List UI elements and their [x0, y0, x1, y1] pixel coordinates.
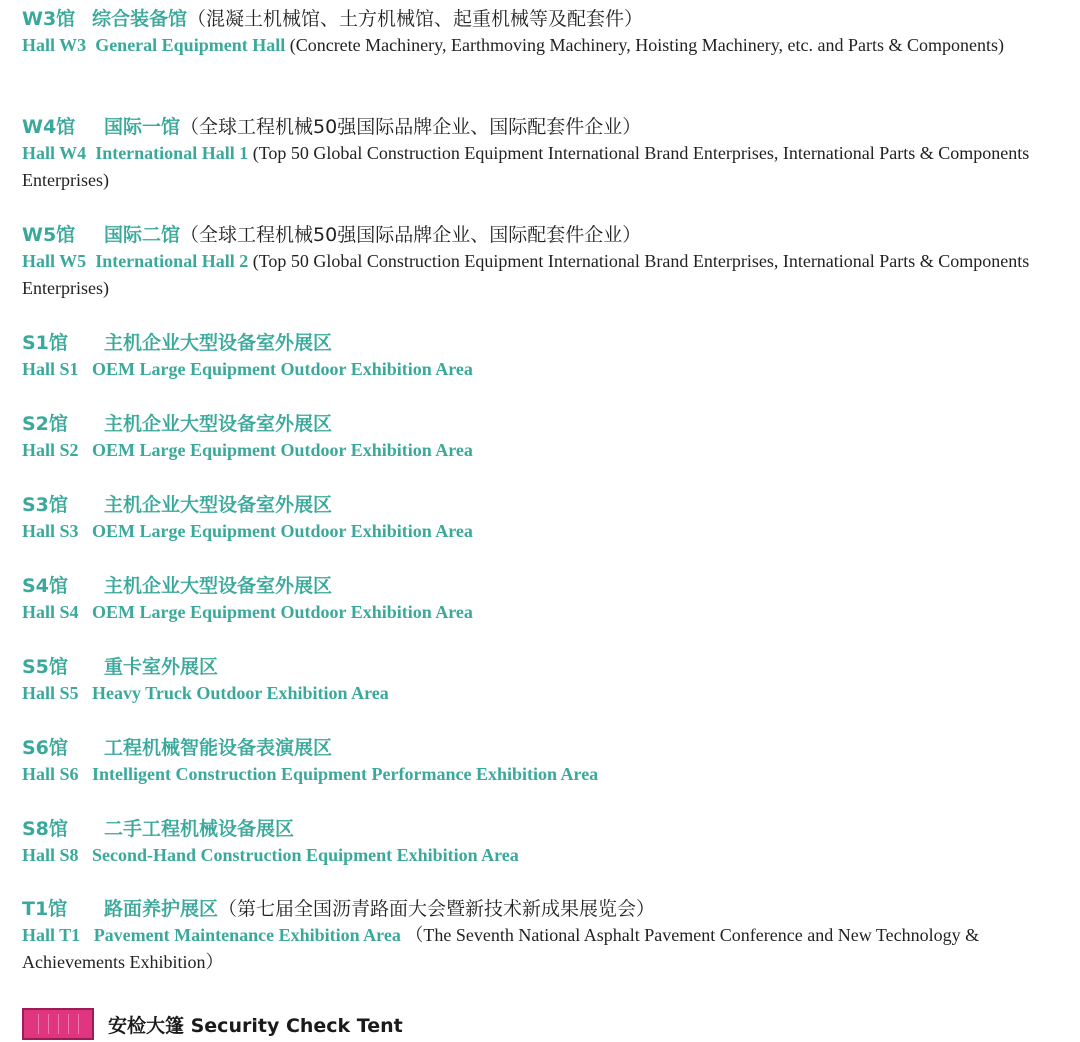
hall-zh-desc: （第七届全国沥青路面大会暨新技术新成果展览会）	[218, 898, 656, 920]
hall-zh-desc: （全球工程机械50强国际品牌企业、国际配套件企业）	[180, 224, 642, 246]
hall-zh-line	[22, 492, 1072, 518]
hall-entry-s3	[22, 492, 1072, 545]
hall-zh-name: 主机企业大型设备室外展区	[104, 413, 333, 435]
hall-zh-code: S3馆	[22, 494, 68, 516]
hall-en-desc: (Top 50 Global Construction Equipment International Brand Enterprises, International Parts & Components Enterprises)	[22, 251, 1030, 298]
hall-en-line	[22, 842, 1072, 869]
hall-en-code: Hall W5	[22, 251, 87, 271]
hall-en-name: Second-Hand Construction Equipment Exhibition Area	[92, 845, 519, 865]
hall-entry-s4	[22, 573, 1072, 626]
hall-en-code: Hall S5	[22, 683, 79, 703]
hall-zh-line	[22, 222, 1072, 248]
hall-zh-code: S4馆	[22, 575, 68, 597]
hall-en-line	[22, 32, 1072, 59]
hall-en-name: OEM Large Equipment Outdoor Exhibition Area	[92, 440, 473, 460]
hall-en-name: OEM Large Equipment Outdoor Exhibition Area	[92, 521, 473, 541]
hall-entry-w4	[22, 114, 1072, 194]
hall-en-line	[22, 599, 1072, 626]
hall-en-code: Hall S8	[22, 845, 79, 865]
hall-zh-name: 主机企业大型设备室外展区	[104, 575, 333, 597]
hall-en-name: Heavy Truck Outdoor Exhibition Area	[92, 683, 389, 703]
hall-en-line	[22, 518, 1072, 545]
hall-zh-name: 国际一馆	[104, 116, 181, 138]
hall-zh-name: 主机企业大型设备室外展区	[104, 332, 333, 354]
hall-zh-code: S1馆	[22, 332, 68, 354]
hall-zh-code: S8馆	[22, 818, 68, 840]
hall-en-desc: (Top 50 Global Construction Equipment International Brand Enterprises, International Parts & Components Enterprises)	[22, 143, 1030, 190]
hall-zh-line	[22, 735, 1072, 761]
hall-zh-line	[22, 330, 1072, 356]
hall-zh-line	[22, 573, 1072, 599]
hall-zh-code: S6馆	[22, 737, 68, 759]
hall-en-name: OEM Large Equipment Outdoor Exhibition Area	[92, 359, 473, 379]
hall-entry-s5	[22, 654, 1072, 707]
hall-en-name: Pavement Maintenance Exhibition Area	[93, 925, 401, 945]
hall-zh-line	[22, 896, 1072, 922]
hall-zh-line	[22, 654, 1072, 680]
hall-zh-name: 国际二馆	[104, 224, 181, 246]
hall-en-line	[22, 248, 1072, 302]
hall-zh-name: 重卡室外展区	[104, 656, 219, 678]
hall-entry-w5	[22, 222, 1072, 302]
hall-en-code: Hall S2	[22, 440, 79, 460]
hall-zh-code: W4馆	[22, 116, 76, 138]
hall-en-name: International Hall 1	[95, 143, 249, 163]
hall-zh-desc: （全球工程机械50强国际品牌企业、国际配套件企业）	[180, 116, 642, 138]
hall-entry-s6	[22, 735, 1072, 788]
hall-zh-name: 综合装备馆	[92, 8, 188, 30]
hall-zh-code: T1馆	[22, 898, 68, 920]
hall-zh-name: 主机企业大型设备室外展区	[104, 494, 333, 516]
hall-entry-w3	[22, 6, 1072, 59]
hall-en-line	[22, 761, 1072, 788]
hall-en-line	[22, 356, 1072, 383]
hall-en-name: Intelligent Construction Equipment Performance Exhibition Area	[92, 764, 599, 784]
hall-zh-line	[22, 6, 1072, 32]
security-tent-swatch-icon	[22, 1008, 94, 1040]
hall-en-code: Hall S6	[22, 764, 79, 784]
hall-en-line	[22, 680, 1072, 707]
hall-entry-s8	[22, 816, 1072, 869]
hall-en-line	[22, 140, 1072, 194]
hall-en-line	[22, 922, 1072, 976]
hall-zh-line	[22, 114, 1072, 140]
hall-en-name: International Hall 2	[95, 251, 249, 271]
hall-en-code: Hall T1	[22, 925, 81, 945]
hall-zh-name: 工程机械智能设备表演展区	[104, 737, 333, 759]
hall-en-name: General Equipment Hall	[95, 35, 286, 55]
hall-en-desc: (Concrete Machinery, Earthmoving Machinery, Hoisting Machinery, etc. and Parts & Components)	[289, 35, 1005, 55]
hall-zh-line	[22, 411, 1072, 437]
hall-zh-code: S5馆	[22, 656, 68, 678]
hall-en-desc: （The Seventh National Asphalt Pavement Conference and New Technology & Achievements Exhibition）	[22, 925, 980, 972]
hall-entry-t1	[22, 896, 1072, 976]
security-tent-label: 安检大篷 Security Check Tent	[108, 1014, 403, 1037]
hall-zh-line	[22, 816, 1072, 842]
hall-zh-code: S2馆	[22, 413, 68, 435]
hall-zh-code: W5馆	[22, 224, 76, 246]
security-tent-legend	[22, 1006, 403, 1042]
hall-en-code: Hall W4	[22, 143, 87, 163]
hall-zh-name: 二手工程机械设备展区	[104, 818, 295, 840]
hall-entry-s1	[22, 330, 1072, 383]
hall-entry-s2	[22, 411, 1072, 464]
hall-zh-name: 路面养护展区	[104, 898, 219, 920]
hall-en-code: Hall W3	[22, 35, 87, 55]
hall-en-code: Hall S4	[22, 602, 79, 622]
hall-en-name: OEM Large Equipment Outdoor Exhibition Area	[92, 602, 473, 622]
hall-en-line	[22, 437, 1072, 464]
hall-en-code: Hall S1	[22, 359, 79, 379]
hall-zh-code: W3馆	[22, 8, 76, 30]
hall-en-code: Hall S3	[22, 521, 79, 541]
hall-zh-desc: （混凝土机械馆、土方机械馆、起重机械等及配套件）	[187, 8, 644, 30]
